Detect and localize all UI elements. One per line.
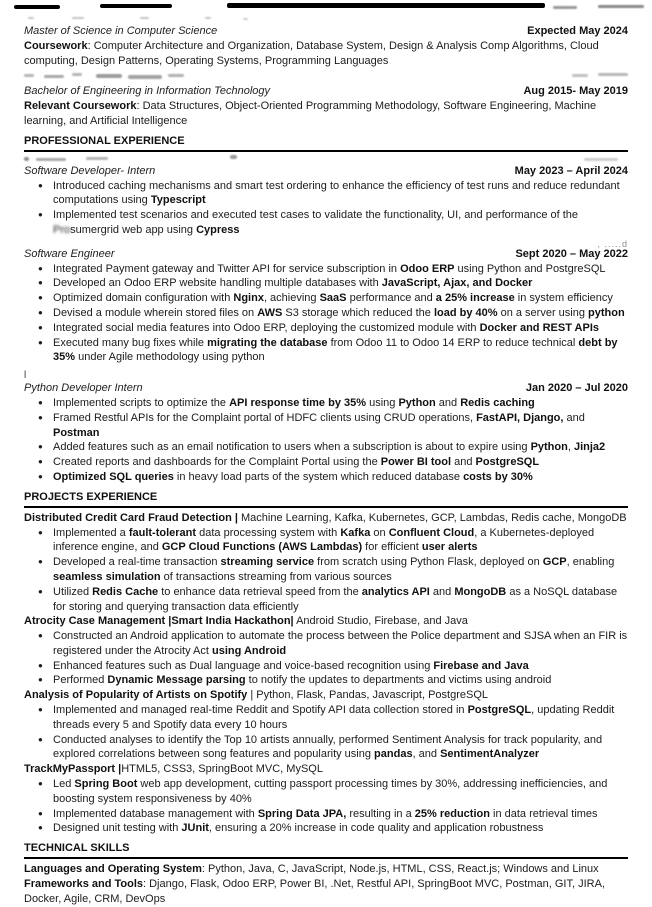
bullet-item [24, 821, 628, 836]
text-segment: data processing system with [196, 526, 341, 539]
text-segment: Performed [53, 674, 108, 687]
bullet-text [53, 440, 628, 455]
text-segment: on a server using [497, 306, 589, 319]
bullet-text [53, 321, 628, 336]
job-title: Python Developer Intern [24, 382, 143, 395]
project-entry [24, 614, 628, 688]
job-title-row [24, 381, 628, 396]
bullet-item [24, 321, 628, 336]
bullet-item [24, 629, 628, 659]
text-segment: TrackMyPassport | [24, 763, 122, 776]
text-segment: Postman [53, 426, 100, 439]
bullet-item [24, 673, 628, 688]
text-segment: SentimentAnalyzer [440, 748, 540, 761]
bullet-text [53, 396, 628, 411]
section-heading-professional-experience: PROFESSIONAL EXPERIENCE [24, 135, 628, 152]
bullet-text [53, 470, 628, 485]
text-segment: web app development, cutting passport processing times by 30%, addressing inefficiencies, and boosting system responsiveness by 40% [53, 778, 608, 805]
text-segment: resulting in a [346, 807, 415, 820]
text-segment: , [567, 441, 574, 454]
text-segment: AWS [257, 306, 283, 319]
text-segment: Atrocity Case Management |Smart India Hackathon| [24, 615, 294, 628]
redaction-smear [598, 5, 644, 8]
text-segment: Python [530, 441, 568, 454]
bullet-text [53, 179, 628, 209]
text-segment: Typescript [150, 194, 206, 207]
erased-text-smear [72, 17, 84, 19]
text-segment: Distributed Credit Card Fraud Detection | [24, 511, 241, 524]
text-segment: Created reports and dashboards for the Complaint Portal using the [53, 456, 381, 469]
text-segment: Developed a real-time transaction [53, 556, 221, 569]
text-segment: and [435, 396, 461, 409]
bullet-text [53, 262, 628, 277]
text-segment: seamless simulation [53, 570, 161, 583]
bullet-icon: ● [38, 412, 43, 422]
text-segment: Integrated social media features into Odoo ERP, deploying the customized module with [53, 321, 480, 334]
skills-line [24, 877, 628, 907]
text-segment: MongoDB [454, 585, 507, 598]
text-segment: for efficient [362, 541, 422, 554]
resume-page [24, 24, 628, 907]
bullet-text [53, 276, 628, 291]
text-segment: Redis caching [460, 396, 535, 409]
projects-section [24, 511, 628, 837]
bullet-item [24, 306, 628, 321]
text-segment: GCP [542, 556, 567, 569]
erased-text-smear [205, 17, 211, 19]
text-segment: Kafka [340, 526, 371, 539]
bullet-icon: ● [38, 808, 43, 818]
bullet-icon: ● [38, 180, 43, 190]
text-segment: streaming service [220, 556, 315, 569]
text-segment: migrating the database [207, 336, 328, 349]
erased-company-remnant: l [24, 370, 27, 382]
bullet-icon: ● [38, 823, 43, 833]
text-segment: Optimized domain configuration with [53, 292, 234, 305]
text-segment: Implemented a [53, 526, 129, 539]
text-segment: : Computer Architecture and Organization, Database System, Design & Analysis Comp Algorithms, Cloud computing, Design Patterns, Operating Systems, Programming Languages [24, 39, 599, 67]
text-segment: , ensuring a 20% increase in code quality and application robustness [208, 822, 544, 835]
bullet-item [24, 733, 628, 763]
bullet-item [24, 440, 628, 455]
bullet-icon: ● [38, 660, 43, 670]
bullet-text [53, 291, 628, 306]
bullet-text [53, 411, 628, 441]
text-segment: S3 storage which reduced the [282, 306, 434, 319]
bullet-icon: ● [38, 779, 43, 789]
bullet-icon: ● [38, 457, 43, 467]
text-segment: using [366, 396, 399, 409]
text-segment: PostgreSQL [467, 704, 532, 717]
bullet-text [53, 306, 628, 321]
text-segment: Devised a module wherein stored files on [53, 306, 258, 319]
bullet-icon: ● [38, 210, 43, 220]
text-segment: in heavy load parts of the system which reduced database [173, 470, 464, 483]
bullet-icon: ● [38, 397, 43, 407]
job-title-row [24, 247, 628, 262]
bullet-icon: ● [38, 734, 43, 744]
text-segment: python [588, 306, 625, 319]
bullet-item [24, 455, 628, 470]
section-heading-projects-experience: PROJECTS EXPERIENCE [24, 491, 628, 508]
text-segment: Enhanced features such as Dual language and voice-based recognition using [53, 659, 434, 672]
text-segment: to enhance data retrieval speed from the [158, 585, 362, 598]
bullet-item [24, 777, 628, 807]
redaction-smear [553, 6, 577, 9]
bullet-item [24, 526, 628, 556]
bullet-icon: ● [38, 307, 43, 317]
bullet-item [24, 336, 628, 366]
text-segment: on [370, 526, 389, 539]
text-segment: Designed unit testing with [53, 822, 182, 835]
bullet-text [53, 555, 628, 585]
bullet-text [53, 659, 628, 674]
text-segment: to notify the updates to departments and victims using android [245, 674, 552, 687]
project-entry [24, 511, 628, 615]
text-segment: Pro [53, 223, 71, 236]
text-segment: of transactions streaming from various sources [160, 570, 392, 583]
text-segment: Languages and Operating System [24, 863, 202, 876]
job-title-row [24, 164, 628, 179]
text-segment: pandas [374, 748, 413, 761]
text-segment: Added features such as an email notification to users when a subscription is about to expire using [53, 441, 531, 454]
text-segment: FastAPI, Django, [476, 411, 564, 424]
text-segment: HTML5, CSS3, SpringBoot MVC, MySQL [121, 763, 323, 776]
skills-line [24, 862, 628, 877]
text-segment: JavaScript, Ajax, and Docker [381, 277, 533, 290]
bullet-text [53, 336, 628, 366]
text-segment: from scratch using Python Flask, deployed on [314, 556, 543, 569]
bullet-text [53, 455, 628, 470]
text-segment: JUnit [181, 822, 209, 835]
text-segment: : Django, Flask, Odoo ERP, Power BI, .Net, Restful API, SpringBoot MVC, Postman, GIT, JIRA, Docker, Agile, CRM, DevOps [24, 878, 605, 905]
project-entry [24, 688, 628, 762]
bullet-item [24, 276, 628, 291]
bullet-item [24, 291, 628, 306]
bullet-icon: ● [38, 557, 43, 567]
text-segment: SaaS [319, 292, 347, 305]
text-segment: Jinja2 [573, 441, 606, 454]
coursework-line [24, 39, 628, 69]
erased-text-smear [28, 17, 34, 19]
text-segment: Utilized [53, 585, 93, 598]
coursework-line [24, 99, 628, 129]
text-segment: Executed many bug fixes while [53, 336, 208, 349]
bullet-text [53, 733, 628, 763]
bullet-text [53, 585, 628, 615]
text-segment: and [451, 456, 476, 469]
text-segment: , a Kubernetes-deployed inference engine, and [53, 526, 595, 554]
bullet-text [53, 629, 628, 659]
text-segment: Power BI tool [380, 456, 452, 469]
bullet-item [24, 555, 628, 585]
bullet-icon: ● [38, 293, 43, 303]
text-segment: analytics API [361, 585, 430, 598]
text-segment: Android Studio, Firebase, and Java [293, 615, 468, 628]
bullet-icon: ● [38, 322, 43, 332]
bullet-icon: ● [38, 675, 43, 685]
text-segment: 25% reduction [414, 807, 490, 820]
text-segment: Firebase and Java [433, 659, 529, 672]
text-segment: in data retrieval times [489, 807, 598, 820]
text-segment: , enabling [566, 556, 615, 569]
text-segment: Led [53, 778, 75, 791]
text-segment: Optimized SQL queries [53, 470, 174, 483]
text-segment: Frameworks and Tools [24, 878, 143, 891]
bullet-icon: ● [38, 337, 43, 347]
education-entry [24, 84, 628, 128]
job-date: Sept 2020 – May 2022 [515, 247, 628, 260]
text-segment: , achieving [263, 292, 320, 305]
experience-section [24, 164, 628, 485]
text-segment: API response time by 35% [229, 396, 367, 409]
text-segment: fault-tolerant [128, 526, 197, 539]
bullet-icon: ● [38, 263, 43, 273]
bullet-icon: ● [38, 527, 43, 537]
text-segment: PostgreSQL [475, 456, 540, 469]
erased-text-smear [243, 18, 248, 20]
text-segment: debt by 35% [53, 336, 618, 364]
text-segment: using Python and PostgreSQL [454, 262, 606, 275]
text-segment: Confluent Cloud [388, 526, 475, 539]
text-segment: GCP Cloud Functions (AWS Lambdas) [161, 541, 363, 554]
text-segment: from Odoo 11 to Odoo 14 ERP to reduce technical [327, 336, 579, 349]
bullet-icon: ● [38, 705, 43, 715]
redaction-bar [100, 4, 172, 8]
text-segment: Analysis of Popularity of Artists on Spotify [24, 689, 248, 702]
bullet-item [24, 396, 628, 411]
bullet-text [53, 807, 628, 822]
job-date: Jan 2020 – Jul 2020 [525, 382, 628, 395]
degree-date: Aug 2015- May 2019 [523, 85, 628, 98]
bullet-item [24, 659, 628, 674]
project-title [24, 762, 628, 777]
text-segment: Redis Cache [92, 585, 159, 598]
job-entry [24, 370, 628, 485]
erased-text-smear [140, 17, 149, 19]
text-segment: Introduced caching mechanisms and smart test ordering to enhance the efficiency of test runs and reduce redundant computations using [53, 179, 620, 207]
text-segment: as a NoSQL database for storing and querying transaction data efficiently [53, 585, 618, 613]
degree-date: Expected May 2024 [527, 25, 628, 37]
text-segment: and [563, 411, 585, 424]
bullet-item [24, 411, 628, 441]
project-title [24, 688, 628, 703]
degree-title: Master of Science in Computer Science [24, 25, 218, 37]
text-segment: | Python, Flask, Pandas, Javascript, PostgreSQL [247, 689, 488, 702]
job-date: May 2023 – April 2024 [514, 164, 628, 177]
text-segment: Implemented scripts to optimize the [53, 396, 230, 409]
text-segment: Coursework [24, 39, 88, 52]
text-segment: under Agile methodology using python [75, 351, 265, 364]
education-section [24, 24, 628, 129]
section-heading-technical-skills: TECHNICAL SKILLS [24, 842, 628, 859]
project-title [24, 511, 628, 526]
text-segment: using Android [211, 644, 287, 657]
text-segment: , and [412, 748, 441, 761]
text-segment: , updating Reddit threads every 5 and Spotify data every 10 hours [53, 704, 615, 731]
text-segment: Docker and REST APIs [479, 321, 600, 334]
text-segment: Implemented test scenarios and executed test cases to validate the functionality, UI, and performance of the [53, 209, 579, 222]
bullet-item [24, 470, 628, 485]
text-segment: user alerts [421, 541, 478, 554]
degree-row [24, 24, 628, 39]
text-segment: Machine Learning, Kafka, Kubernetes, GCP, Lambdas, Redis cache, MongoDB [241, 511, 627, 524]
redaction-bar [227, 3, 545, 8]
text-segment: Odoo ERP [400, 262, 455, 275]
text-segment: : Python, Java, C, JavaScript, Node.js, HTML, CSS, React.js; Windows and Linux [201, 863, 599, 876]
job-entry [24, 238, 628, 365]
text-segment: Nginx [233, 292, 264, 305]
text-segment: in system efficiency [514, 292, 613, 305]
erased-location-remnant: , .....d [597, 238, 628, 249]
bullet-icon: ● [38, 631, 43, 641]
text-segment: Constructed an Android application to automate the process between the Police department and SJSA when an FIR is registered under the Atrocity Act [53, 630, 628, 657]
redaction-bar [14, 5, 60, 9]
project-entry [24, 762, 628, 836]
skills-section [24, 862, 628, 906]
text-segment: Dynamic Message parsing [107, 674, 246, 687]
bullet-item [24, 807, 628, 822]
bullet-icon: ● [38, 278, 43, 288]
text-segment: Relevant Coursework [24, 100, 137, 113]
education-entry [24, 24, 628, 68]
text-segment: Implemented database management with [53, 807, 258, 820]
text-segment: Integrated Payment gateway and Twitter API for service subscription in [53, 262, 401, 275]
bullet-text [53, 208, 628, 238]
bullet-item [24, 262, 628, 277]
text-segment: a 25% increase [435, 292, 515, 305]
text-segment: Cypress [196, 223, 240, 236]
text-segment: Framed Restful APIs for the Complaint portal of HDFC clients using CRUD operations, [53, 411, 477, 424]
text-segment: : Data Structures, Object-Oriented Programming Methodology, Software Engineering, Machine learning, and Artificial Intelligence [24, 100, 597, 127]
bullet-item [24, 585, 628, 615]
text-segment: Developed an Odoo ERP website handling multiple databases with [53, 277, 382, 290]
bullet-item [24, 208, 628, 238]
bullet-item [24, 179, 628, 209]
bullet-text [53, 777, 628, 807]
bullet-icon: ● [38, 471, 43, 481]
text-segment: performance and [346, 292, 436, 305]
job-title: Software Engineer [24, 247, 115, 260]
bullet-icon: ● [38, 442, 43, 452]
text-segment: sumergrid web app using [70, 223, 197, 236]
project-title [24, 614, 628, 629]
text-segment: Implemented and managed real-time Reddit and Spotify API data collection stored in [53, 704, 468, 717]
bullet-text [53, 526, 628, 556]
text-segment: Spring Data JPA, [257, 807, 347, 820]
text-segment: and [429, 585, 455, 598]
job-title: Software Developer- Intern [24, 164, 156, 177]
bullet-item [24, 703, 628, 733]
bullet-text [53, 673, 628, 688]
text-segment: Spring Boot [74, 778, 138, 791]
text-segment: Conducted analyses to identify the Top 10 artists annually, performed Sentiment Analysis for track popularity, and explored correlations between song features and popularity using [53, 733, 603, 761]
job-entry [24, 164, 628, 238]
text-segment: load by 40% [433, 306, 498, 319]
text-segment: Python [398, 396, 436, 409]
degree-title: Bachelor of Engineering in Information Technology [24, 85, 271, 98]
bullet-icon: ● [38, 586, 43, 596]
text-segment: costs by 30% [463, 470, 533, 483]
degree-row [24, 84, 628, 99]
bullet-text [53, 821, 628, 836]
bullet-text [53, 703, 628, 733]
